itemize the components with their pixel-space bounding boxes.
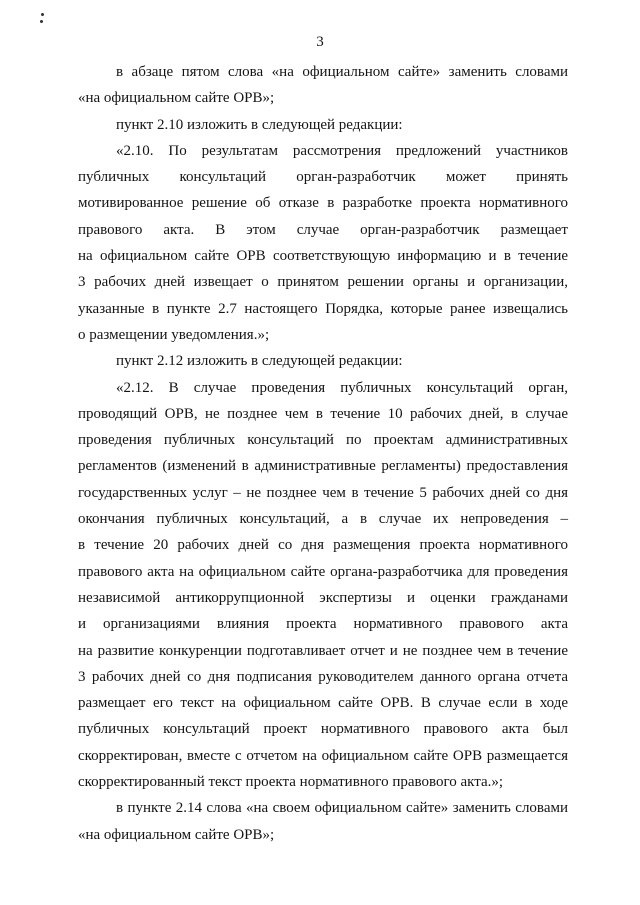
text-line: правового акта на официальном сайте органа-разработчика для проведения	[78, 563, 568, 580]
text-line: пункт 2.10 изложить в следующей редакции:	[116, 116, 403, 133]
text-line: 3 рабочих дней извещает о принятом решении органы и организации,	[78, 274, 568, 291]
text-line: скорректирован, вместе с отчетом на официальном сайте ОРВ размещается	[78, 747, 568, 764]
text-line: размещает его текст на официальном сайте ОРВ. В случае если в ходе	[78, 695, 568, 712]
text-line: «2.10. По результатам рассмотрения предложений участников	[116, 142, 568, 159]
text-line: в течение 20 рабочих дней со дня размещения проекта нормативного	[78, 537, 568, 554]
text-line: окончания публичных консультаций, а в случае их непроведения –	[78, 511, 568, 528]
text-line: регламентов (изменений в административные регламенты) предоставления	[78, 458, 568, 475]
paragraph	[78, 112, 568, 138]
text-line: «на официальном сайте ОРВ»;	[78, 826, 275, 843]
text-line: скорректированный текст проекта нормативного правового акта.»;	[78, 774, 504, 791]
text-line: публичных консультаций орган-разработчик может принять	[78, 169, 568, 186]
paragraph	[78, 348, 568, 374]
paragraph	[78, 59, 568, 112]
scan-speck	[40, 20, 43, 23]
scan-speck	[41, 13, 44, 16]
text-line: пункт 2.12 изложить в следующей редакции:	[116, 353, 403, 370]
text-line: проведения публичных консультаций по проектам административных	[78, 432, 568, 449]
text-line: государственных услуг – не позднее чем в течение 5 рабочих дней со дня	[78, 484, 568, 501]
paragraph	[78, 138, 568, 348]
text-line: и организациями влияния проекта нормативного правового акта	[78, 616, 568, 633]
text-line: публичных консультаций проект нормативного правового акта был	[78, 721, 568, 738]
text-line: мотивированное решение об отказе в разработке проекта нормативного	[78, 195, 568, 212]
text-line: на официальном сайте ОРВ соответствующую информацию и в течение	[78, 248, 568, 265]
text-line: указанные в пункте 2.7 настоящего Порядка, которые ранее извещались	[78, 300, 568, 317]
text-line: проводящий ОРВ, не позднее чем в течение 10 рабочих дней, в случае	[78, 405, 568, 422]
text-line: в абзаце пятом слова «на официальном сайте» заменить словами	[116, 64, 568, 80]
paragraph	[78, 375, 568, 796]
text-line: 3 рабочих дней со дня подписания руководителем данного органа отчета	[78, 668, 568, 685]
text-line: независимой антикоррупционной экспертизы и оценки гражданами	[78, 589, 568, 606]
page-number: 3	[316, 34, 324, 50]
text-line: в пункте 2.14 слова «на своем официальном сайте» заменить словами	[116, 800, 568, 817]
text-line: «на официальном сайте ОРВ»;	[78, 90, 275, 107]
document-body	[78, 59, 568, 848]
paragraph	[78, 795, 568, 848]
text-line: правового акта. В этом случае орган-разработчик размещает	[78, 221, 568, 238]
text-line: «2.12. В случае проведения публичных консультаций орган,	[116, 379, 568, 396]
text-line: на развитие конкуренции подготавливает отчет и не позднее чем в течение	[78, 642, 568, 659]
text-line: о размещении уведомления.»;	[78, 326, 270, 343]
